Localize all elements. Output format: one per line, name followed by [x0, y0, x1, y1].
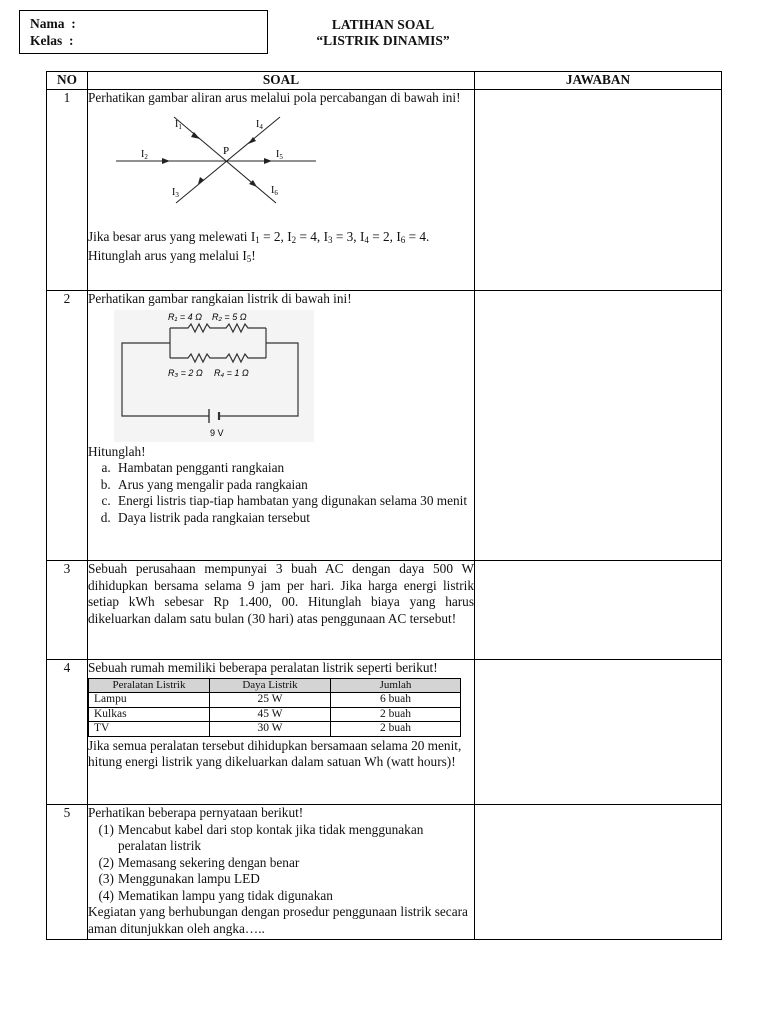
- current-junction-diagram: [116, 111, 316, 219]
- r4-label: R₄ = 1 Ω: [214, 367, 249, 378]
- appliance-col-header: Peralatan Listrik: [89, 678, 210, 693]
- question-number: 2: [47, 291, 88, 561]
- q4-question: Jika semua peralatan tersebut dihidupkan bersamaan selama 20 menit, hitung energi listrik yang dikeluarkan dalam satuan Wh (watt hours)!: [88, 737, 462, 769]
- label-i4: $I_4$: [256, 118, 263, 131]
- list-item: (4) Mematikan lampu yang tidak digunakan: [98, 887, 333, 903]
- answer-cell-4[interactable]: [475, 660, 722, 805]
- answer-cell-2[interactable]: [475, 291, 722, 561]
- question-row-3: [47, 561, 722, 660]
- list-item: (1) Mencabut kabel dari stop kontak jika tidak menggunakan peralatan listrik: [98, 821, 424, 853]
- table-row: [89, 722, 461, 737]
- label-i6: $I_6$: [271, 184, 278, 197]
- arrow-i5: [264, 158, 272, 164]
- q2-intro: Perhatikan gambar rangkaian listrik di bawah ini!: [88, 291, 352, 306]
- appliance-name: TV: [89, 722, 210, 737]
- appliance-header-row: [89, 678, 461, 693]
- header-no: NO: [47, 72, 88, 90]
- label-i5: $I_5$: [276, 148, 283, 161]
- question-text-1: [88, 90, 475, 291]
- appliance-count: 2 buah: [331, 722, 461, 737]
- appliance-power: 25 W: [210, 693, 331, 708]
- title-line-1: LATIHAN SOAL: [331, 17, 435, 32]
- list-item: c. Energi listris tiap-tiap hambatan yang digunakan selama 30 menit: [114, 493, 474, 510]
- arrow-i2: [162, 158, 170, 164]
- list-item: d. Daya listrik pada rangkaian tersebut: [114, 510, 474, 527]
- appliance-name: Kulkas: [89, 707, 210, 722]
- question-row-5: [47, 805, 722, 940]
- appliance-power: 45 W: [210, 707, 331, 722]
- kelas-label: Kelas :: [30, 33, 74, 48]
- question-number: 3: [47, 561, 88, 660]
- table-row: [89, 693, 461, 708]
- node-label: P: [223, 144, 230, 157]
- name-class-box: [19, 10, 268, 54]
- power-col-header: Daya Listrik: [210, 678, 331, 693]
- list-item: (2) Memasang sekering dengan benar: [98, 854, 300, 870]
- appliance-count: 2 buah: [331, 707, 461, 722]
- appliance-power: 30 W: [210, 722, 331, 737]
- r3-label: R₃ = 2 Ω: [168, 367, 203, 378]
- q4-intro: Sebuah rumah memiliki beberapa peralatan listrik seperti berikut!: [88, 660, 438, 675]
- label-i2: $I_2$: [141, 148, 148, 161]
- page-title: [270, 17, 496, 49]
- table-row: [89, 707, 461, 722]
- q1-intro: Perhatikan gambar aliran arus melalui pola percabangan di bawah ini!: [88, 90, 461, 105]
- question-number: 5: [47, 805, 88, 940]
- q1-question: Jika besar arus yang melewati $I_1 = 2$, $I_2 = 4$, $I_3 = 3$, $I_4 = 2$, $I_6 = 4$. Hitunglah arus yang melalui $I_5$!: [88, 228, 430, 264]
- question-row-1: [47, 90, 722, 291]
- question-number: 4: [47, 660, 88, 805]
- appliance-name: Lampu: [89, 693, 210, 708]
- appliance-count: 6 buah: [331, 693, 461, 708]
- table-header-row: [47, 72, 722, 90]
- question-row-4: [47, 660, 722, 805]
- q5-intro: Perhatikan beberapa pernyataan berikut!: [88, 805, 304, 820]
- question-table: [46, 71, 722, 940]
- list-item: a. Hambatan pengganti rangkaian: [114, 460, 474, 477]
- nama-label: Nama :: [30, 16, 76, 31]
- circuit-diagram: [114, 310, 314, 442]
- r1-label: R₁ = 4 Ω: [168, 311, 202, 322]
- answer-cell-3[interactable]: [475, 561, 722, 660]
- answer-cell-5[interactable]: [475, 805, 722, 940]
- r2-label: R₂ = 5 Ω: [212, 311, 247, 322]
- label-i3: $I_3$: [172, 186, 179, 199]
- question-text-4: [88, 660, 475, 805]
- appliance-table: [88, 678, 461, 737]
- q5-closing: Kegiatan yang berhubungan dengan prosedur penggunaan listrik secara aman ditunjukkan oleh angka…..: [88, 904, 468, 936]
- header-soal: SOAL: [88, 72, 475, 90]
- title-line-2: “LISTRIK DINAMIS”: [316, 33, 450, 48]
- question-row-2: [47, 291, 722, 561]
- question-text-2: [88, 291, 475, 561]
- question-text-5: [88, 805, 475, 940]
- list-item: b. Arus yang mengalir pada rangkaian: [114, 477, 474, 494]
- header-jawaban: JAWABAN: [475, 72, 722, 90]
- question-number: 1: [47, 90, 88, 291]
- list-item: (3) Menggunakan lampu LED: [98, 871, 260, 886]
- voltage-label: 9 V: [210, 427, 224, 438]
- q2-items: [88, 460, 474, 526]
- question-text-3: Sebuah perusahaan mempunyai 3 buah AC dengan daya 500 W dihidupkan bersama selama 9 jam per hari. Jika harga energi listrik setiap kWh sebesar Rp 1.400, 00. Hitunglah biaya yang harus dikeluarkan dalam satu bulan (30 hari) atas penggunaan AC tersebut!: [88, 561, 475, 660]
- answer-cell-1[interactable]: [475, 90, 722, 291]
- label-i1: $I_1$: [175, 118, 182, 131]
- count-col-header: Jumlah: [331, 678, 461, 693]
- q2-prompt: Hitunglah!: [88, 443, 146, 459]
